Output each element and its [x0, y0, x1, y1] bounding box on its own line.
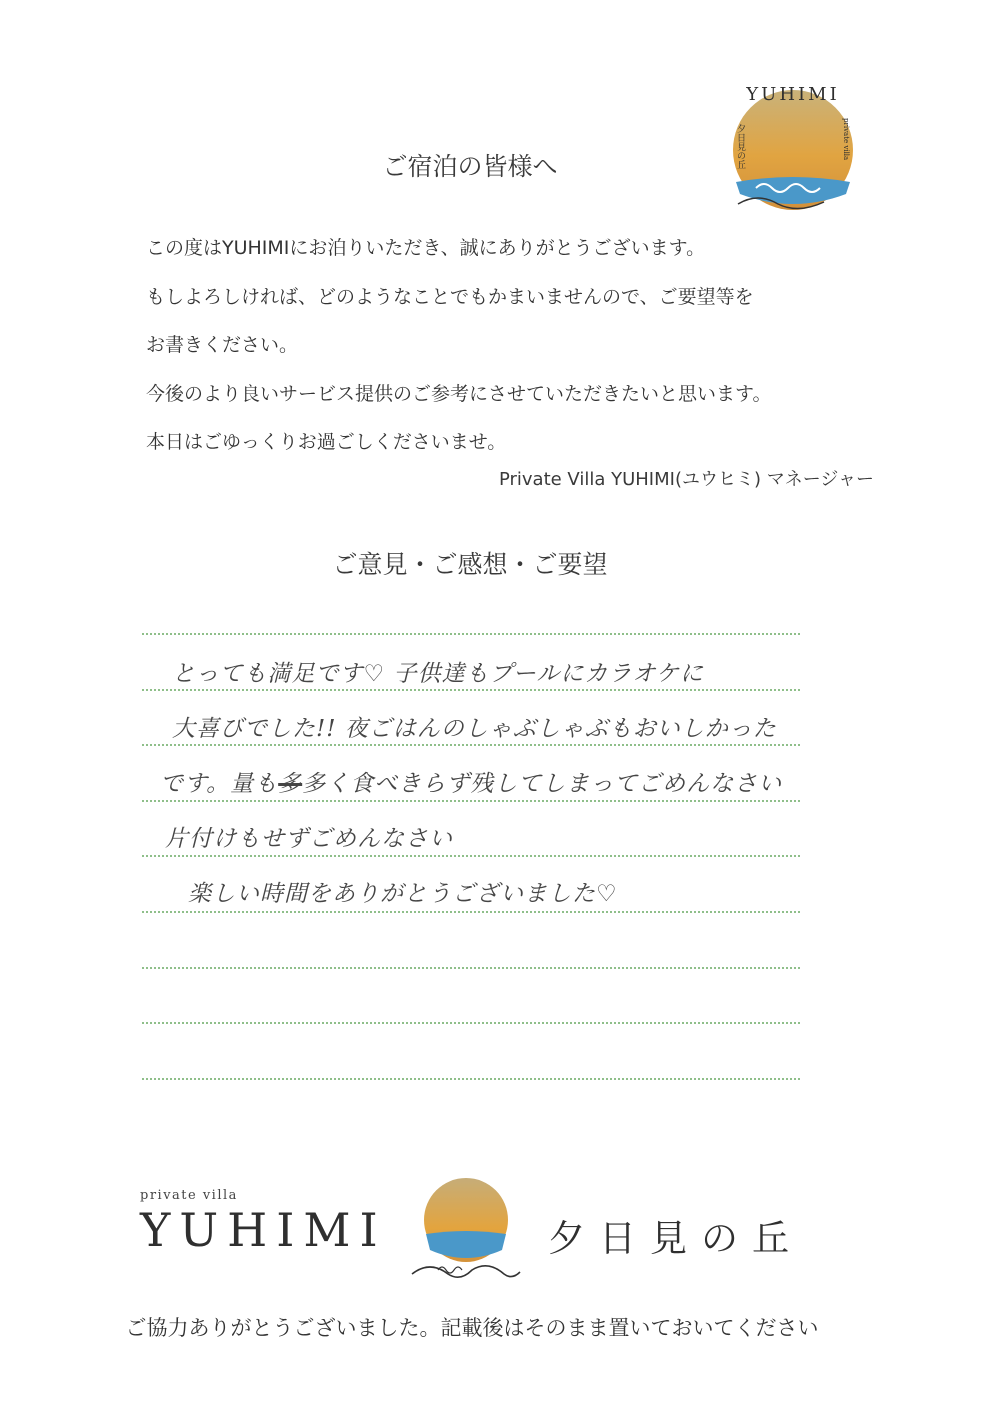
ruled-line — [142, 967, 800, 1023]
logo-wordmark: YUHIMI — [746, 84, 840, 105]
handwritten-text: です。量も — [160, 771, 279, 797]
ruled-line — [142, 1078, 800, 1134]
brand-japanese-name: 夕日見の丘 — [548, 1217, 803, 1260]
handwritten-line-2: 大喜びでした!! 夜ごはんのしゃぶしゃぶもおいしかった — [172, 716, 777, 742]
intro-message — [146, 224, 771, 467]
handwritten-line-1: とっても満足です♡ 子供達もプールにカラオケに — [172, 661, 704, 687]
handwritten-line-3 — [160, 765, 782, 798]
ruled-line — [142, 1022, 800, 1078]
handwritten-line-4: 片付けもせずごめんなさい — [165, 826, 453, 852]
ruled-line — [142, 911, 800, 967]
handwritten-line-5: 楽しい時間をありがとうございました♡ — [188, 881, 618, 907]
intro-line: 今後のより良いサービス提供のご参考にさせていただきたいと思います。 — [146, 382, 772, 405]
logo-side-japanese: 夕日見の丘 — [735, 124, 745, 169]
brand-tagline: private villa — [140, 1188, 238, 1203]
sunset-logo — [408, 1172, 524, 1284]
manager-signature: Private Villa YUHIMI(ユウヒミ) マネージャー — [498, 469, 874, 490]
intro-line: もしよろしければ、どのようなことでもかまいませんので、ご要望等を — [146, 285, 754, 308]
greeting-title: ご宿泊の皆様へ — [382, 152, 558, 181]
logo-side-latin: private villa — [842, 118, 850, 161]
brand-wordmark: YUHIMI — [140, 1203, 387, 1257]
intro-line: この度はYUHIMIにお泊りいただき、誠にありがとうございます。 — [146, 237, 706, 259]
intro-line: お書きください。 — [146, 334, 299, 356]
footer-note: ご協力ありがとうございました。記載後はそのまま置いておいてください — [125, 1316, 819, 1340]
handwritten-text: 多く食べきらず残してしまってごめんなさい — [302, 771, 783, 797]
struck-out-text: 多 — [278, 771, 303, 797]
intro-line: 本日はごゆっくりお過ごしくださいませ。 — [146, 431, 507, 453]
comments-title: ご意見・ご感想・ご要望 — [332, 550, 608, 579]
